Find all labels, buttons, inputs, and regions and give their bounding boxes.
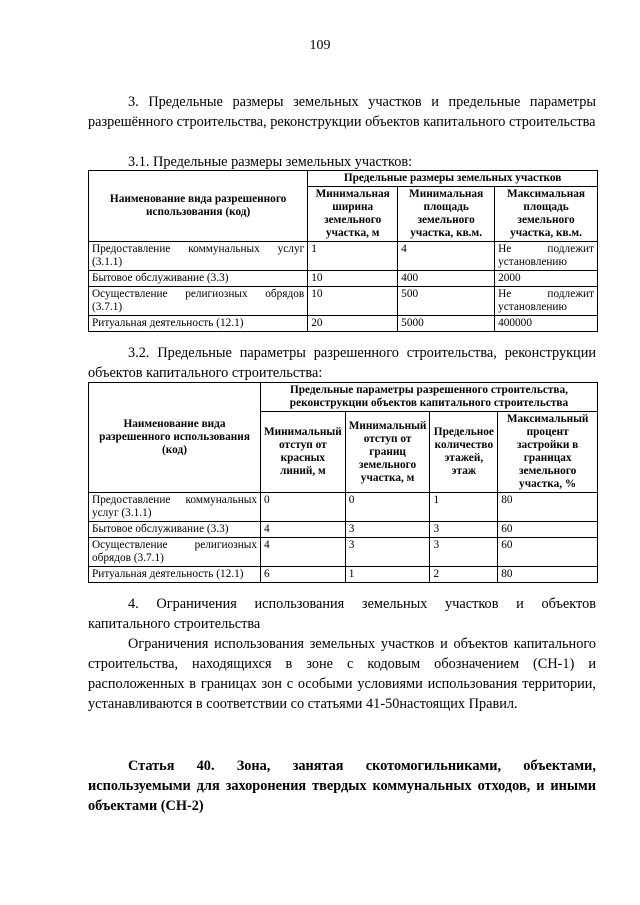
- cell: 20: [308, 316, 398, 332]
- table-row: [89, 493, 598, 522]
- table-row: [89, 538, 598, 567]
- table-row: [89, 287, 598, 316]
- limits-land-table: [88, 170, 598, 332]
- row-name: Бытовое обслуживание (3.3): [89, 271, 308, 287]
- cell: 60: [498, 538, 598, 567]
- row-name: Ритуальная деятельность (12.1): [89, 316, 308, 332]
- cell: 60: [498, 522, 598, 538]
- cell: Не подлежит установлению: [495, 242, 598, 271]
- cell: 3: [430, 538, 498, 567]
- t2-col-name: Наименование вида разрешенного использования (код): [89, 383, 261, 493]
- t1-col-min-width: Минимальная ширина земельного участка, м: [308, 187, 398, 242]
- cell: 3: [345, 538, 430, 567]
- row-name: Ритуальная деятельность (12.1): [89, 567, 261, 583]
- t2-col-floors: Предельное количество этажей, этаж: [430, 412, 498, 493]
- t2-group-header: Предельные параметры разрешенного строительства, реконструкции объектов капитального строительства: [261, 383, 598, 412]
- table-row: [89, 271, 598, 287]
- t1-col-min-area: Минимальная площадь земельного участка, кв.м.: [398, 187, 495, 242]
- table-row: [89, 522, 598, 538]
- row-name: Предоставление коммунальных услуг (3.1.1): [89, 493, 261, 522]
- t2-col-red-line: Минимальный отступ от красных линий, м: [261, 412, 346, 493]
- cell: 6: [261, 567, 346, 583]
- t1-col-name: Наименование вида разрешенного использования (код): [89, 171, 308, 242]
- section4-heading: 4. Ограничения использования земельных участков и объектов капитального строительства: [88, 596, 596, 632]
- table-row: [89, 567, 598, 583]
- cell: Не подлежит установлению: [495, 287, 598, 316]
- cell: 1: [430, 493, 498, 522]
- cell: 3: [345, 522, 430, 538]
- section3-heading: 3. Предельные размеры земельных участков и предельные параметры разрешённого строительства, реконструкции объектов капитального строительства: [88, 94, 596, 130]
- table-row: [89, 242, 598, 271]
- t2-col-coverage: Максимальный процент застройки в границах земельного участка, %: [498, 412, 598, 493]
- cell: 10: [308, 287, 398, 316]
- cell: 5000: [398, 316, 495, 332]
- cell: 2000: [495, 271, 598, 287]
- cell: 80: [498, 493, 598, 522]
- cell: 1: [308, 242, 398, 271]
- t1-group-header: Предельные размеры земельных участков: [308, 171, 598, 187]
- cell: 500: [398, 287, 495, 316]
- cell: 4: [261, 538, 346, 567]
- cell: 1: [345, 567, 430, 583]
- subsection-3-1: 3.1. Предельные размеры земельных участков:: [128, 154, 413, 170]
- t2-col-border: Минимальный отступ от границ земельного участка, м: [345, 412, 430, 493]
- row-name: Предоставление коммунальных услуг (3.1.1): [89, 242, 308, 271]
- row-name: Осуществление религиозных обрядов (3.7.1): [89, 287, 308, 316]
- cell: 400: [398, 271, 495, 287]
- page-number: 109: [309, 38, 331, 53]
- cell: 4: [261, 522, 346, 538]
- section4-text: Ограничения использования земельных участков и объектов капитального строительства, находящихся в зоне с кодовым обозначением (СН-1) и расположенных в границах зон с особыми условиями использования территории, устанавливаются в соответствии со статьями 41-50настоящих Правил.: [88, 636, 596, 712]
- cell: 80: [498, 567, 598, 583]
- cell: 400000: [495, 316, 598, 332]
- cell: 4: [398, 242, 495, 271]
- cell: 0: [345, 493, 430, 522]
- cell: 10: [308, 271, 398, 287]
- table-row: [89, 316, 598, 332]
- cell: 2: [430, 567, 498, 583]
- limits-build-table: [88, 382, 598, 583]
- row-name: Бытовое обслуживание (3.3): [89, 522, 261, 538]
- cell: 3: [430, 522, 498, 538]
- row-name: Осуществление религиозных обрядов (3.7.1): [89, 538, 261, 567]
- cell: 0: [261, 493, 346, 522]
- article-40-heading: Статья 40. Зона, занятая скотомогильниками, объектами, используемыми для захоронения твердых коммунальных отходов, и иными объектами (СН-2): [88, 758, 596, 814]
- t1-col-max-area: Максимальная площадь земельного участка, кв.м.: [495, 187, 598, 242]
- subsection-3-2: 3.2. Предельные параметры разрешенного строительства, реконструкции объектов капитального строительства:: [88, 345, 596, 381]
